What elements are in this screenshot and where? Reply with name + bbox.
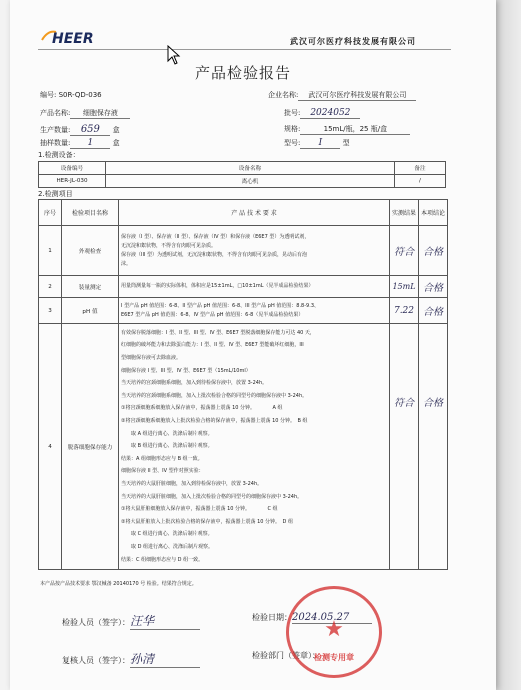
item-requirements: 用量筒测量每一瓶的实际体积，体积应是15±1mL，□10±1mL（见半成品检验结果） <box>119 276 390 298</box>
inspection-items-table <box>38 199 448 570</box>
footnote: 本产品按产品技术要求 鄂汉械备 20140170 号 检验。结果符合规定。 <box>40 581 197 587</box>
item-no: 3 <box>39 298 62 324</box>
equipment-remark: / <box>395 175 446 188</box>
model-type: 型号: I 型 <box>284 138 350 148</box>
department-stamp-label: 检验部门（签章）： <box>252 651 320 660</box>
item-no: 4 <box>39 324 62 570</box>
batch-number: 批号: 2024052 <box>284 108 360 119</box>
item-no: 1 <box>39 226 62 276</box>
item-result: 符合 <box>390 324 419 570</box>
reviewer-signature: 复核人员（签字）：孙清 <box>62 650 200 668</box>
items-header-no: 序号 <box>39 200 62 226</box>
page-title: 产品检验报告 <box>194 64 291 82</box>
item-requirements: I 型产品 pH 值范围：6-8、II 型产品 pH 值范围：6-8、III 型产品 pH 值范围：8.8-9.3、 E6E7 型产品 pH 值范围：6-8、IV 型产品 pH 值范围：6-8（见半成品检验结果） <box>119 298 390 324</box>
items-header-result: 实测结果 <box>390 200 419 226</box>
equipment-header-remark: 备注 <box>395 162 446 175</box>
table-row <box>39 226 448 276</box>
table-row <box>39 324 448 570</box>
item-name: 脱落细胞保存能力 <box>62 324 119 570</box>
item-no: 2 <box>39 276 62 298</box>
client-company: 企业名称: 武汉可尔医疗科技发展有限公司 <box>268 90 416 101</box>
item-conclusion: 合格 <box>419 276 448 298</box>
equipment-header-id: 设备编号 <box>39 162 106 175</box>
item-result: 7.22 <box>390 298 419 324</box>
item-requirements: 保存液（I 型）、保存液（II 型）、保存液（IV 型）和保存液（E6E7 型）为透明试剂， 无沉淀和絮状物，不得含有肉眼可见杂质。 保存液（III 型）为透明试剂，无沉淀和絮状物，不得含有肉眼可见杂质，晃动后有泡 沫。 <box>119 226 390 276</box>
equipment-table <box>38 161 446 188</box>
item-result: 15mL <box>390 276 419 298</box>
items-header-requirements: 产 品 技 术 要 求 <box>119 200 390 226</box>
item-requirements: 有效保存脱落细胞：I 型、II 型、III 型、IV 型、E6E7 型脱落细胞保存能力可达 40 天， 红细胞的破坏能力和去除蛋白能力：I 型、II 型、IV 型、E6E7 型能破坏红细胞，III 型细胞保存液可去除血液。 细胞保存液 I 型、III 型、IV 型、E6E7 型（15mL/10ml） 当天培养的宫颈细胞系细胞，加入到待检保存液中，放置 3-24h。 当天培养的宫颈细胞系细胞，加入上批次检验合格的同型号的细胞保存液中 3-24h。 ①将宫颈细胞系细胞放入保存液中，振荡器上震荡 10 分钟。 A 组 ②将宫颈细胞系细胞放入上批次检验合格的保存液中，振荡器上震荡 10 分钟。 B 组 取 A 组进行离心、洗涤后制片观察。 取 B 组进行离心、洗涤后制片观察。 结果：A 组细胞形态应与 B 组一致。 细胞保存液 II 型、IV 型作对照实验： 当天培养的大鼠肝脏细胞，加入到待检保存液中，放置 3-24h。 当天培养的大鼠肝脏细胞，加入上批次检验合格的同型号的细胞保存液中 3-24h。 ①将大鼠肝脏细胞放入保存液中，振荡器上震荡 10 分钟。 C 组 ②将大鼠肝脏放入上批次检验合格的保存液中，振荡器上震荡 10 分钟。 D 组 取 C 组进行离心、洗涤后制片观察。 取 D 组进行离心、洗涤后制片观察。 结果：C 组细胞形态应与 D 组一致。 <box>119 324 390 570</box>
item-conclusion: 合格 <box>419 298 448 324</box>
section-items-title: 2.检测项目 <box>38 190 73 198</box>
equipment-header-name: 设备名称 <box>106 162 395 175</box>
items-header-name: 检验项目名称 <box>62 200 119 226</box>
header-rule <box>38 49 451 50</box>
specification: 规格: 15mL/瓶，25 瓶/盒 <box>284 124 410 135</box>
equipment-id: HER-JL-030 <box>39 175 106 188</box>
sample-quantity: 抽样数量: 1 盒 <box>40 138 120 148</box>
equipment-name: 离心机 <box>106 175 395 188</box>
item-conclusion: 合格 <box>419 226 448 276</box>
stamp-star-icon: ★ <box>324 617 344 642</box>
doc-number: 编号: S0R-QD-036 <box>40 91 102 99</box>
item-name: pH 值 <box>62 298 119 324</box>
item-name: 外观检查 <box>62 226 119 276</box>
company-header: 武汉可尔医疗科技发展有限公司 <box>290 37 416 46</box>
svg-text:HEER: HEER <box>52 31 94 46</box>
item-name: 装量测定 <box>62 276 119 298</box>
product-name: 产品名称: 细胞保存液 <box>40 108 130 119</box>
item-conclusion: 合格 <box>419 324 448 570</box>
table-row <box>39 298 448 324</box>
inspection-date: 检验日期：2024.05.27 <box>252 612 372 624</box>
table-row <box>39 276 448 298</box>
inspection-stamp: ★ 检测专用章 <box>286 586 382 678</box>
item-result: 符合 <box>390 226 419 276</box>
section-equipment-title: 1.检测设备： <box>38 151 80 159</box>
items-header-conclusion: 本项结论 <box>419 200 448 226</box>
heer-logo <box>38 28 120 46</box>
equipment-row <box>39 175 446 188</box>
production-quantity: 生产数量: 659 盒 <box>40 124 120 135</box>
page-edge <box>496 0 521 690</box>
inspector-signature: 检验人员（签字）：汪华 <box>62 612 200 630</box>
